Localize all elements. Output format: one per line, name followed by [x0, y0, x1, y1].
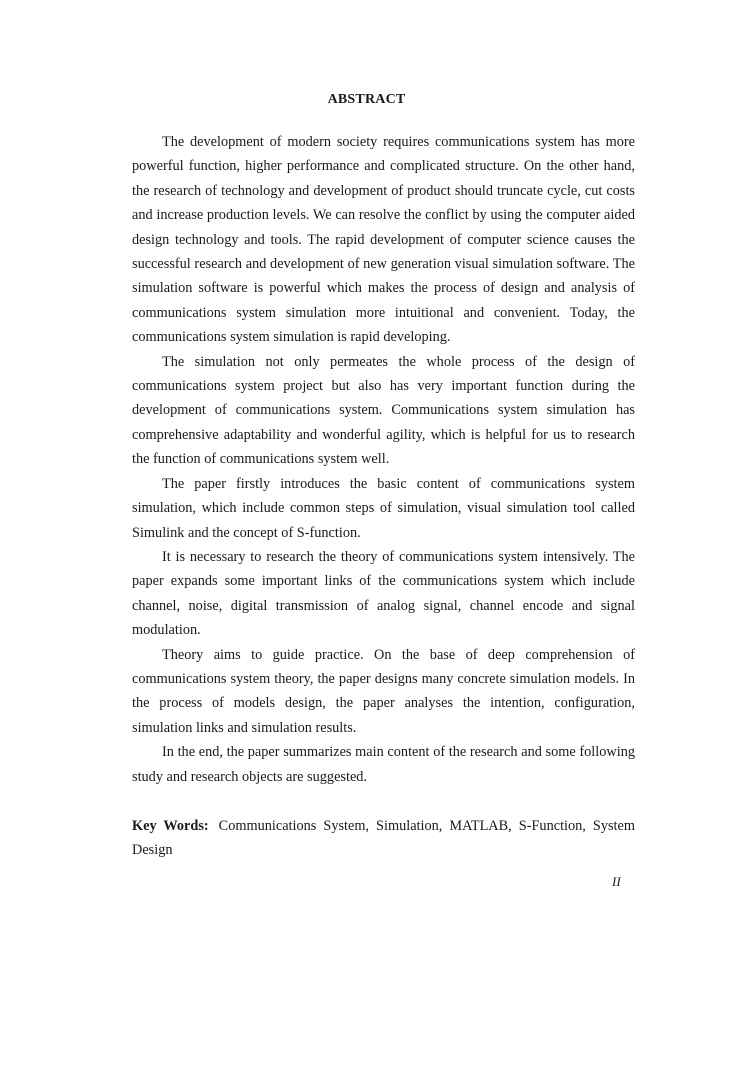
abstract-paragraph-6: In the end, the paper summarizes main content of the research and some following study and research objects are suggested. [132, 744, 635, 785]
abstract-paragraph-4: It is necessary to research the theory of communications system intensively. The paper expands some important links of the communications system which include channel, noise, digital transmission of analog signal, channel encode and signal modulation. [132, 548, 635, 639]
abstract-body [132, 130, 635, 789]
keywords-section [132, 814, 635, 862]
abstract-paragraph-3: The paper firstly introduces the basic content of communications system simulation, which include common steps of simulation, visual simulation tool called Simulink and the concept of S-function. [132, 475, 635, 541]
page-number: II [612, 874, 621, 889]
keywords-label: Key Words: [132, 818, 209, 834]
abstract-paragraph-2: The simulation not only permeates the whole process of the design of communications system project but also has very important function during the development of communications system. Communications system simulation has comprehensive adaptability and wonderful agility, which is helpful for us to research the function of communications system well. [132, 353, 635, 468]
abstract-paragraph-5: Theory aims to guide practice. On the base of deep comprehension of communications system theory, the paper designs many concrete simulation models. In the process of models design, the paper analyses the intention, configuration, simulation links and simulation results. [132, 646, 635, 736]
abstract-paragraph-1: The development of modern society requires communications system has more powerful function, higher performance and complicated structure. On the other hand, the research of technology and development of product should truncate cycle, cut costs and increase production levels. We can resolve the conflict by using the computer aided design technology and tools. The rapid development of computer science causes the successful research and development of new generation visual simulation software. The simulation software is powerful which makes the process of design and analysis of communications system simulation more intuitional and convenient. Today, the communications system simulation is rapid developing. [132, 134, 635, 346]
abstract-heading: ABSTRACT [327, 92, 406, 107]
keywords-text: Communications System, Simulation, MATLAB, S-Function, System Design [132, 818, 635, 858]
